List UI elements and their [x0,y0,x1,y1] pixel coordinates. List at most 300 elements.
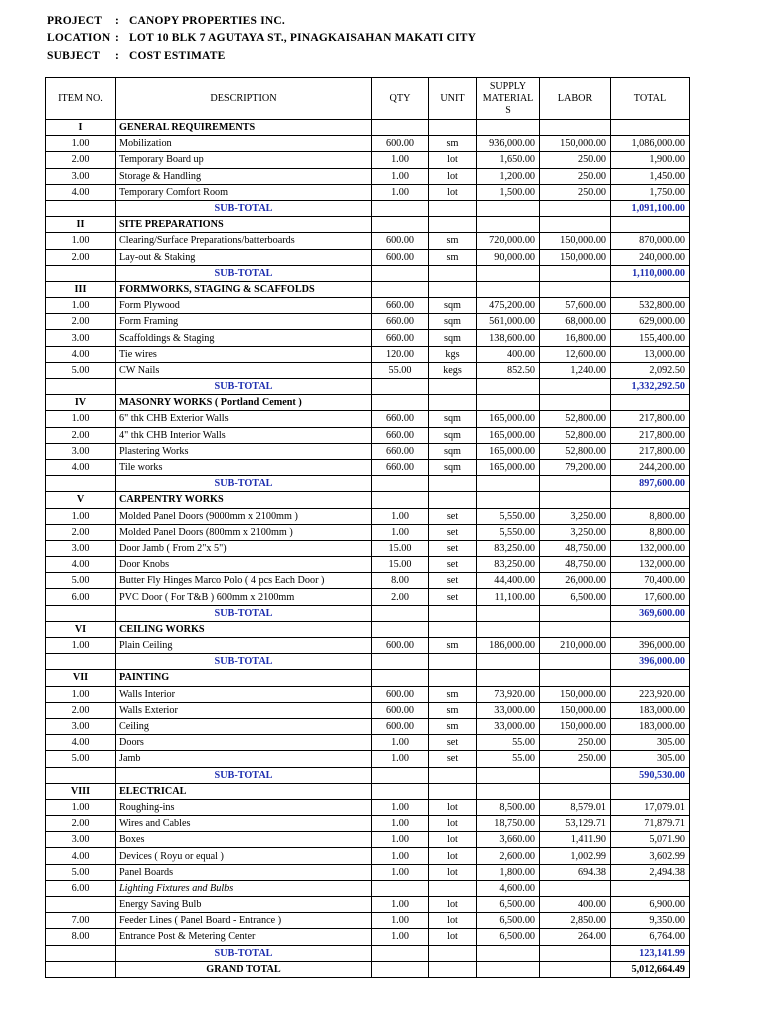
cell-qty: 1.00 [372,848,429,864]
cell-qty: 660.00 [372,443,429,459]
section-title: MASONRY WORKS ( Portland Cement ) [116,395,372,411]
cell-item-no: 7.00 [46,913,116,929]
section-header-row [46,395,690,411]
empty-cell [540,621,611,637]
cell-qty: 1.00 [372,832,429,848]
cell-qty: 600.00 [372,638,429,654]
section-header-row [46,281,690,297]
col-header-qty: QTY [372,78,429,120]
cell-item-no: 4.00 [46,735,116,751]
cell-item-no: 5.00 [46,864,116,880]
cell-total: 8,800.00 [611,508,690,524]
cell-supply-materials: 165,000.00 [477,459,540,475]
table-row [46,799,690,815]
cell-item-no: 4.00 [46,459,116,475]
empty-cell [611,120,690,136]
cell-unit: kgs [429,346,477,362]
cell-description: Form Plywood [116,298,372,314]
cell-item-no: 5.00 [46,573,116,589]
cell-total: 2,494.38 [611,864,690,880]
empty-cell [372,654,429,670]
cell-supply-materials: 90,000.00 [477,249,540,265]
cell-item-no: 1.00 [46,298,116,314]
cell-supply-materials: 11,100.00 [477,589,540,605]
subtotal-row [46,605,690,621]
cell-total: 305.00 [611,735,690,751]
cell-labor: 1,002.99 [540,848,611,864]
cell-unit: set [429,557,477,573]
grand-total-row [46,961,690,977]
cell-total: 1,750.00 [611,184,690,200]
cell-labor: 8,579.01 [540,799,611,815]
cell-qty: 1.00 [372,799,429,815]
cell-labor: 250.00 [540,735,611,751]
subtotal-value: 396,000.00 [611,654,690,670]
cell-supply-materials: 83,250.00 [477,540,540,556]
table-row [46,443,690,459]
cell-qty: 2.00 [372,589,429,605]
table-row [46,508,690,524]
cell-item-no: 3.00 [46,718,116,734]
cell-unit: set [429,589,477,605]
cell-qty: 660.00 [372,314,429,330]
cell-unit: set [429,508,477,524]
cell-labor: 79,200.00 [540,459,611,475]
cell-qty: 1.00 [372,751,429,767]
empty-cell [477,654,540,670]
table-row [46,459,690,475]
empty-cell [46,379,116,395]
cell-unit: set [429,735,477,751]
cell-supply-materials: 852.50 [477,362,540,378]
empty-cell [372,621,429,637]
cell-qty: 600.00 [372,702,429,718]
cell-qty: 1.00 [372,929,429,945]
section-number: I [46,120,116,136]
cell-supply-materials: 6,500.00 [477,913,540,929]
cell-item-no: 4.00 [46,184,116,200]
empty-cell [540,945,611,961]
cell-labor: 250.00 [540,184,611,200]
cell-qty: 1.00 [372,508,429,524]
cell-description: Jamb [116,751,372,767]
cell-total: 132,000.00 [611,557,690,573]
cell-description: 6" thk CHB Exterior Walls [116,411,372,427]
cell-qty: 120.00 [372,346,429,362]
cell-labor: 1,240.00 [540,362,611,378]
empty-cell [477,945,540,961]
cell-total: 17,600.00 [611,589,690,605]
empty-cell [477,767,540,783]
cell-unit: sm [429,686,477,702]
section-title: CARPENTRY WORKS [116,492,372,508]
cell-total: 3,602.99 [611,848,690,864]
cell-qty: 1.00 [372,524,429,540]
cell-total: 532,800.00 [611,298,690,314]
empty-cell [540,217,611,233]
empty-cell [372,120,429,136]
cell-supply-materials: 5,550.00 [477,524,540,540]
cell-supply-materials: 475,200.00 [477,298,540,314]
cell-qty: 55.00 [372,362,429,378]
cell-description: Molded Panel Doors (9000mm x 2100mm ) [116,508,372,524]
cell-total: 13,000.00 [611,346,690,362]
cell-labor: 26,000.00 [540,573,611,589]
subtotal-value: 1,332,292.50 [611,379,690,395]
empty-cell [540,605,611,621]
empty-cell [46,961,116,977]
cell-unit: lot [429,864,477,880]
cell-description: CW Nails [116,362,372,378]
cell-description: Lay-out & Staking [116,249,372,265]
cell-supply-materials: 936,000.00 [477,136,540,152]
empty-cell [372,783,429,799]
empty-cell [429,767,477,783]
cell-supply-materials: 138,600.00 [477,330,540,346]
header-value: CANOPY PROPERTIES INC. [129,15,285,27]
cell-labor: 250.00 [540,168,611,184]
cell-item-no: 1.00 [46,799,116,815]
cell-qty: 1.00 [372,897,429,913]
empty-cell [429,670,477,686]
cell-description: Panel Boards [116,864,372,880]
cell-total: 8,800.00 [611,524,690,540]
cell-item-no: 1.00 [46,686,116,702]
empty-cell [540,200,611,216]
cell-labor: 52,800.00 [540,427,611,443]
section-number: V [46,492,116,508]
col-header-supply-materials: SUPPLY MATERIAL S [477,78,540,120]
empty-cell [477,961,540,977]
cell-total: 132,000.00 [611,540,690,556]
cell-qty: 8.00 [372,573,429,589]
cell-unit: sqm [429,330,477,346]
empty-cell [372,945,429,961]
section-number: VI [46,621,116,637]
cell-labor: 2,850.00 [540,913,611,929]
cell-unit: lot [429,929,477,945]
cell-item-no: 1.00 [46,411,116,427]
table-row [46,540,690,556]
section-title: SITE PREPARATIONS [116,217,372,233]
cell-unit: sm [429,702,477,718]
cell-qty: 660.00 [372,330,429,346]
cell-supply-materials: 1,800.00 [477,864,540,880]
cell-qty: 1.00 [372,152,429,168]
section-number: IV [46,395,116,411]
cell-supply-materials: 55.00 [477,735,540,751]
cell-item-no: 2.00 [46,816,116,832]
table-row [46,411,690,427]
cell-item-no: 6.00 [46,589,116,605]
cell-description: Tie wires [116,346,372,362]
cell-description: Devices ( Royu or equal ) [116,848,372,864]
cell-labor: 53,129.71 [540,816,611,832]
empty-cell [540,120,611,136]
cell-description: Walls Interior [116,686,372,702]
cell-description: Plain Ceiling [116,638,372,654]
cell-labor: 694.38 [540,864,611,880]
empty-cell [540,767,611,783]
table-row [46,913,690,929]
table-row [46,718,690,734]
empty-cell [540,670,611,686]
empty-cell [429,783,477,799]
empty-cell [46,605,116,621]
cell-total: 71,879.71 [611,816,690,832]
cell-total: 217,800.00 [611,443,690,459]
empty-cell [429,492,477,508]
table-row [46,249,690,265]
empty-cell [429,476,477,492]
section-header-row [46,670,690,686]
empty-cell [611,492,690,508]
subtotal-label: SUB-TOTAL [116,476,372,492]
header-label: SUBJECT [47,50,101,62]
cell-supply-materials: 2,600.00 [477,848,540,864]
cell-qty: 660.00 [372,298,429,314]
cell-supply-materials: 73,920.00 [477,686,540,702]
empty-cell [372,379,429,395]
section-header-row [46,783,690,799]
empty-cell [372,767,429,783]
cell-supply-materials: 561,000.00 [477,314,540,330]
cell-qty: 15.00 [372,557,429,573]
header-subject: SUBJECT : COST ESTIMATE [47,50,226,62]
cell-total: 223,920.00 [611,686,690,702]
cell-description: Ceiling [116,718,372,734]
cell-unit: set [429,573,477,589]
cell-unit: sm [429,718,477,734]
cell-labor: 6,500.00 [540,589,611,605]
cell-description: Temporary Comfort Room [116,184,372,200]
col-header-labor: LABOR [540,78,611,120]
cell-labor: 52,800.00 [540,411,611,427]
cell-labor: 48,750.00 [540,540,611,556]
cell-labor: 210,000.00 [540,638,611,654]
cell-supply-materials: 165,000.00 [477,411,540,427]
cell-item-no: 2.00 [46,427,116,443]
cell-description: Energy Saving Bulb [116,897,372,913]
cell-qty: 660.00 [372,427,429,443]
subtotal-value: 123,141.99 [611,945,690,961]
cell-description: Walls Exterior [116,702,372,718]
cell-labor: 150,000.00 [540,249,611,265]
table-row [46,314,690,330]
cell-total: 17,079.01 [611,799,690,815]
empty-cell [611,621,690,637]
cell-qty: 1.00 [372,735,429,751]
cell-unit: lot [429,897,477,913]
cell-description: Feeder Lines ( Panel Board - Entrance ) [116,913,372,929]
cell-total: 70,400.00 [611,573,690,589]
cell-labor: 57,600.00 [540,298,611,314]
empty-cell [372,200,429,216]
cell-item-no: 2.00 [46,314,116,330]
cell-total: 240,000.00 [611,249,690,265]
empty-cell [46,200,116,216]
cell-supply-materials: 44,400.00 [477,573,540,589]
subtotal-label: SUB-TOTAL [116,767,372,783]
grand-total-label: GRAND TOTAL [116,961,372,977]
cell-item-no [46,897,116,913]
empty-cell [477,379,540,395]
empty-cell [372,476,429,492]
cell-supply-materials: 4,600.00 [477,880,540,896]
cell-description: Storage & Handling [116,168,372,184]
empty-cell [611,281,690,297]
cell-item-no: 1.00 [46,233,116,249]
cell-unit: lot [429,152,477,168]
cell-labor: 150,000.00 [540,702,611,718]
cell-unit: sqm [429,314,477,330]
cell-unit: set [429,751,477,767]
subtotal-row [46,200,690,216]
cell-item-no: 6.00 [46,880,116,896]
cell-labor: 264.00 [540,929,611,945]
empty-cell [372,217,429,233]
col-header-total: TOTAL [611,78,690,120]
cell-unit: lot [429,184,477,200]
cell-item-no: 2.00 [46,152,116,168]
cell-total: 6,900.00 [611,897,690,913]
empty-cell [477,492,540,508]
cell-description: PVC Door ( For T&B ) 600mm x 2100mm [116,589,372,605]
subtotal-value: 369,600.00 [611,605,690,621]
cell-supply-materials: 83,250.00 [477,557,540,573]
cell-description: Doors [116,735,372,751]
cell-unit: lot [429,913,477,929]
empty-cell [46,945,116,961]
empty-cell [477,670,540,686]
section-header-row [46,492,690,508]
section-header-row [46,217,690,233]
empty-cell [372,670,429,686]
subtotal-value: 1,091,100.00 [611,200,690,216]
section-header-row [46,120,690,136]
empty-cell [477,783,540,799]
empty-cell [429,281,477,297]
cell-unit: sqm [429,459,477,475]
subtotal-row [46,945,690,961]
cell-labor: 150,000.00 [540,136,611,152]
cell-supply-materials: 1,650.00 [477,152,540,168]
subtotal-value: 590,530.00 [611,767,690,783]
table-row [46,152,690,168]
section-number: VIII [46,783,116,799]
cell-description: Clearing/Surface Preparations/batterboards [116,233,372,249]
section-header-row [46,621,690,637]
cell-item-no: 4.00 [46,557,116,573]
empty-cell [429,217,477,233]
cell-total: 244,200.00 [611,459,690,475]
empty-cell [540,961,611,977]
table-row [46,929,690,945]
cell-qty: 600.00 [372,136,429,152]
cell-qty: 600.00 [372,686,429,702]
grand-total-value: 5,012,664.49 [611,961,690,977]
cell-total: 6,764.00 [611,929,690,945]
empty-cell [429,379,477,395]
cell-description: Wires and Cables [116,816,372,832]
cell-description: Roughing-ins [116,799,372,815]
cell-qty: 1.00 [372,816,429,832]
empty-cell [429,265,477,281]
table-row [46,298,690,314]
cell-item-no: 3.00 [46,832,116,848]
table-row [46,362,690,378]
cell-item-no: 2.00 [46,524,116,540]
table-row [46,184,690,200]
table-row [46,524,690,540]
table-row [46,897,690,913]
cell-qty: 660.00 [372,411,429,427]
col-header-description: DESCRIPTION [116,78,372,120]
table-body [46,120,690,978]
cell-unit: set [429,524,477,540]
header-project: PROJECT : CANOPY PROPERTIES INC. [47,15,285,27]
cell-description: Tile works [116,459,372,475]
subtotal-row [46,476,690,492]
empty-cell [477,200,540,216]
cell-description: Form Framing [116,314,372,330]
cell-description: Molded Panel Doors (800mm x 2100mm ) [116,524,372,540]
cell-labor: 68,000.00 [540,314,611,330]
subtotal-label: SUB-TOTAL [116,605,372,621]
cell-description: Door Knobs [116,557,372,573]
empty-cell [429,120,477,136]
cell-qty: 660.00 [372,459,429,475]
section-title: GENERAL REQUIREMENTS [116,120,372,136]
subtotal-label: SUB-TOTAL [116,945,372,961]
empty-cell [611,783,690,799]
cell-unit: lot [429,168,477,184]
cell-item-no: 2.00 [46,702,116,718]
cost-estimate-table [45,77,690,978]
cell-total: 396,000.00 [611,638,690,654]
empty-cell [477,265,540,281]
cell-description: Door Jamb ( From 2"x 5") [116,540,372,556]
cell-total [611,880,690,896]
cell-supply-materials: 6,500.00 [477,897,540,913]
cell-total: 155,400.00 [611,330,690,346]
table-row [46,638,690,654]
table-row [46,816,690,832]
cell-labor: 150,000.00 [540,233,611,249]
cell-description: Butter Fly Hinges Marco Polo ( 4 pcs Each Door ) [116,573,372,589]
cell-labor: 150,000.00 [540,718,611,734]
subtotal-row [46,654,690,670]
subtotal-label: SUB-TOTAL [116,200,372,216]
cell-unit: sm [429,233,477,249]
table-row [46,832,690,848]
empty-cell [540,265,611,281]
cell-total: 1,450.00 [611,168,690,184]
empty-cell [540,654,611,670]
cell-supply-materials: 33,000.00 [477,718,540,734]
section-title: FORMWORKS, STAGING & SCAFFOLDS [116,281,372,297]
subtotal-label: SUB-TOTAL [116,379,372,395]
cell-supply-materials: 165,000.00 [477,427,540,443]
empty-cell [46,476,116,492]
cell-unit: lot [429,799,477,815]
cell-total: 5,071.90 [611,832,690,848]
table-row [46,864,690,880]
cell-unit: lot [429,848,477,864]
cell-total: 629,000.00 [611,314,690,330]
header-value: LOT 10 BLK 7 AGUTAYA ST., PINAGKAISAHAN MAKATI CITY [129,32,477,44]
cell-total: 217,800.00 [611,427,690,443]
